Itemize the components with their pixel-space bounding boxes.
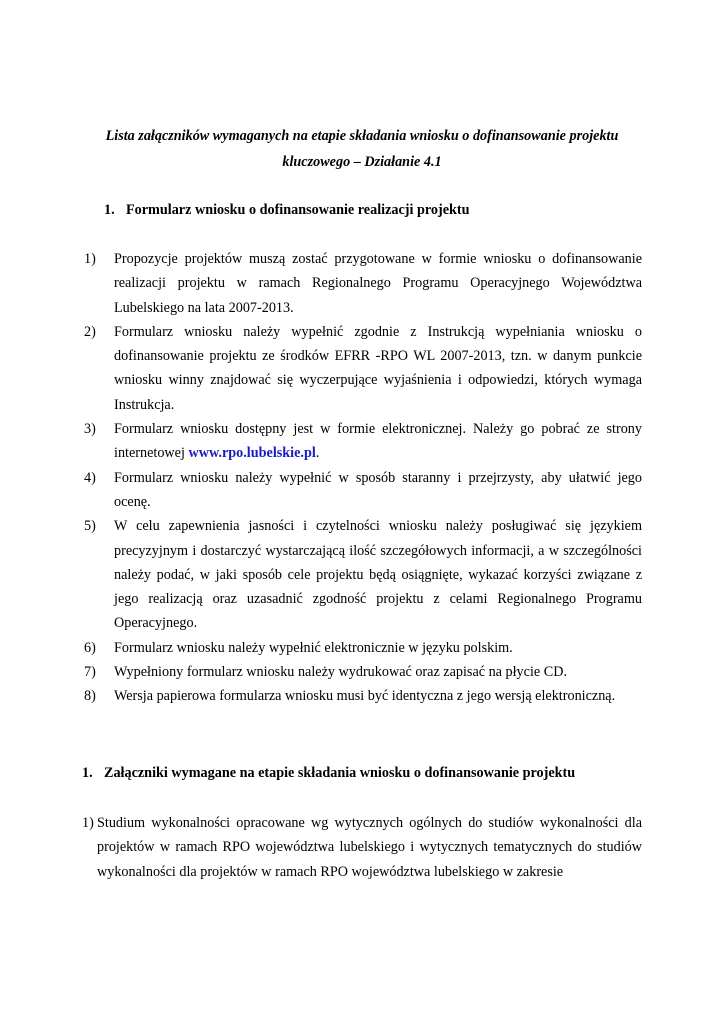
list-item xyxy=(84,417,642,466)
list-item-text: Wypełniony formularz wniosku należy wydrukować oraz zapisać na płycie CD. xyxy=(114,664,567,681)
list-item-text-after-link: . xyxy=(315,445,320,462)
list-item-text: Formularz wniosku należy wypełnić zgodnie z Instrukcją wypełniania wniosku o dofinansowanie projektu ze środków EFRR -RPO WL 2007-2013, tzn. w danym punkcie wniosku winny znajdować się wyczerpujące wyjaśnienia i odpowiedzi, których wymaga Instrukcja. xyxy=(114,323,642,413)
list-item-text: W celu zapewnienia jasności i czytelności wniosku należy posługiwać się językiem precyzyjnym i dostarczyć wystarczającą ilość szczegółowych informacji, a w szczególności należy podać, w jaki sposób cele projektu będą osiągnięte, wykazać korzyści związane z jego realizacją oraz uzasadnić zgodność projektu z celami Regionalnego Programu Operacyjnego. xyxy=(114,518,642,632)
list-item-text: Propozycje projektów muszą zostać przygotowane w formie wniosku o dofinansowanie realizacji projektu w ramach Regionalnego Programu Operacyjnego Województwa Lubelskiego na lata 2007-2013. xyxy=(114,251,642,316)
list-item-number: 1) xyxy=(84,251,96,267)
list-item-number: 8) xyxy=(84,688,96,705)
title-line-1: Lista załączników wymaganych na etapie składania wniosku o dofinansowanie projektu xyxy=(105,128,619,144)
list-item xyxy=(84,247,642,320)
list-item xyxy=(82,811,642,884)
list-item-number: 1) xyxy=(82,815,94,831)
list-item xyxy=(84,636,642,660)
list-item-number: 2) xyxy=(84,323,96,340)
list-item-number: 4) xyxy=(84,469,96,486)
list-item-number: 6) xyxy=(84,639,96,656)
list-item-text: Formularz wniosku należy wypełnić w sposób staranny i przejrzysty, aby ułatwić jego ocenę. xyxy=(114,469,642,510)
section-2-heading-text: Załączniki wymagane na etapie składania wniosku o dofinansowanie projektu xyxy=(104,765,576,781)
rpo-website-link[interactable]: www.rpo.lubelskie.pl xyxy=(188,445,316,462)
document-title xyxy=(60,123,664,175)
title-line-2: kluczowego – Działanie 4.1 xyxy=(282,154,442,170)
section-2-heading xyxy=(82,763,575,783)
list-item-text: Formularz wniosku należy wypełnić elektronicznie w języku polskim. xyxy=(114,639,513,656)
section-2-list xyxy=(82,811,642,884)
section-1-heading xyxy=(104,200,470,220)
list-item-text xyxy=(114,417,642,466)
list-item-text: Studium wykonalności opracowane wg wytycznych ogólnych do studiów wykonalności dla projektów w ramach RPO województwa lubelskiego i wytycznych tematycznych do studiów wykonalności dla projektów w ramach RPO województwa lubelskiego w zakresie xyxy=(97,815,642,880)
list-item-number: 5) xyxy=(84,518,96,535)
section-2-number: 1. xyxy=(82,765,93,781)
list-item-text-before-link: Formularz wniosku dostępny jest w formie elektronicznej. Należy go pobrać ze strony internetowej xyxy=(114,421,642,462)
list-item xyxy=(84,514,642,635)
list-item-number: 3) xyxy=(84,421,96,438)
list-item xyxy=(84,660,642,684)
section-1-number: 1. xyxy=(104,202,115,218)
list-item-number: 7) xyxy=(84,664,96,681)
section-1-heading-text: Formularz wniosku o dofinansowanie realizacji projektu xyxy=(126,202,470,218)
section-1-list xyxy=(84,247,642,709)
list-item xyxy=(84,684,642,708)
list-item-text: Wersja papierowa formularza wniosku musi być identyczna z jego wersją elektroniczną. xyxy=(114,688,616,705)
list-item xyxy=(84,320,642,417)
list-item xyxy=(84,466,642,515)
